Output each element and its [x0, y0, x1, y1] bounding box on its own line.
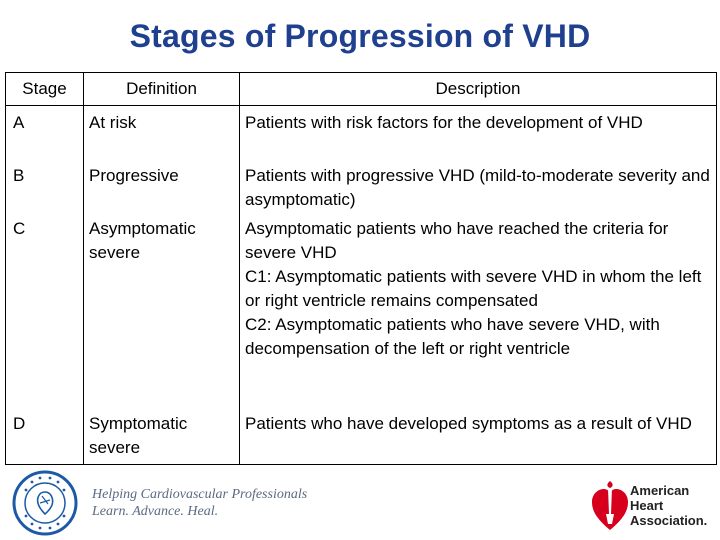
table-row — [6, 407, 717, 465]
aha-line-3: Association. — [630, 513, 708, 528]
table-header-row — [6, 73, 717, 106]
description-text: Patients with progressive VHD (mild-to-moderate severity and asymptomatic) — [245, 166, 710, 209]
header-description: Description — [240, 73, 717, 106]
table-row — [6, 106, 717, 160]
stage-cell: C — [6, 212, 84, 407]
description-text: Patients with risk factors for the development of VHD — [245, 113, 643, 132]
stages-table — [5, 72, 717, 465]
tagline-line-1: Helping Cardiovascular Professionals — [92, 487, 308, 502]
definition-cell: Asymptomatic severe — [84, 212, 240, 407]
description-text-c2: C2: Asymptomatic patients who have severe VHD, with decompensation of the left or right ventricle — [245, 315, 660, 358]
tagline-line-2: Learn. Advance. Heal. — [92, 504, 219, 519]
stage-cell: B — [6, 159, 84, 212]
aha-line-1: American — [630, 483, 690, 498]
description-cell — [240, 212, 717, 407]
header-definition: Definition — [84, 73, 240, 106]
table-row — [6, 159, 717, 212]
aha-line-2: Heart — [630, 498, 664, 513]
description-text-c1: C1: Asymptomatic patients with severe VHD in whom the left or right ventricle remains compensated — [245, 267, 702, 310]
description-cell — [240, 106, 717, 160]
aha-wordmark — [630, 483, 707, 528]
acc-seal-logo — [12, 470, 78, 536]
stage-cell: D — [6, 407, 84, 465]
definition-cell: Symptomatic severe — [84, 407, 240, 465]
header-stage: Stage — [6, 73, 84, 106]
aha-heart-torch-logo — [590, 480, 630, 534]
stage-cell: A — [6, 106, 84, 160]
description-cell — [240, 159, 717, 212]
definition-cell: At risk — [84, 106, 240, 160]
description-cell — [240, 407, 717, 465]
definition-cell: Progressive — [84, 159, 240, 212]
description-text: Asymptomatic patients who have reached the criteria for severe VHD — [245, 219, 669, 262]
slide-title: Stages of Progression of VHD — [129, 18, 591, 54]
footer-tagline — [92, 486, 307, 520]
table-row — [6, 212, 717, 407]
description-text: Patients who have developed symptoms as a result of VHD — [245, 414, 692, 433]
